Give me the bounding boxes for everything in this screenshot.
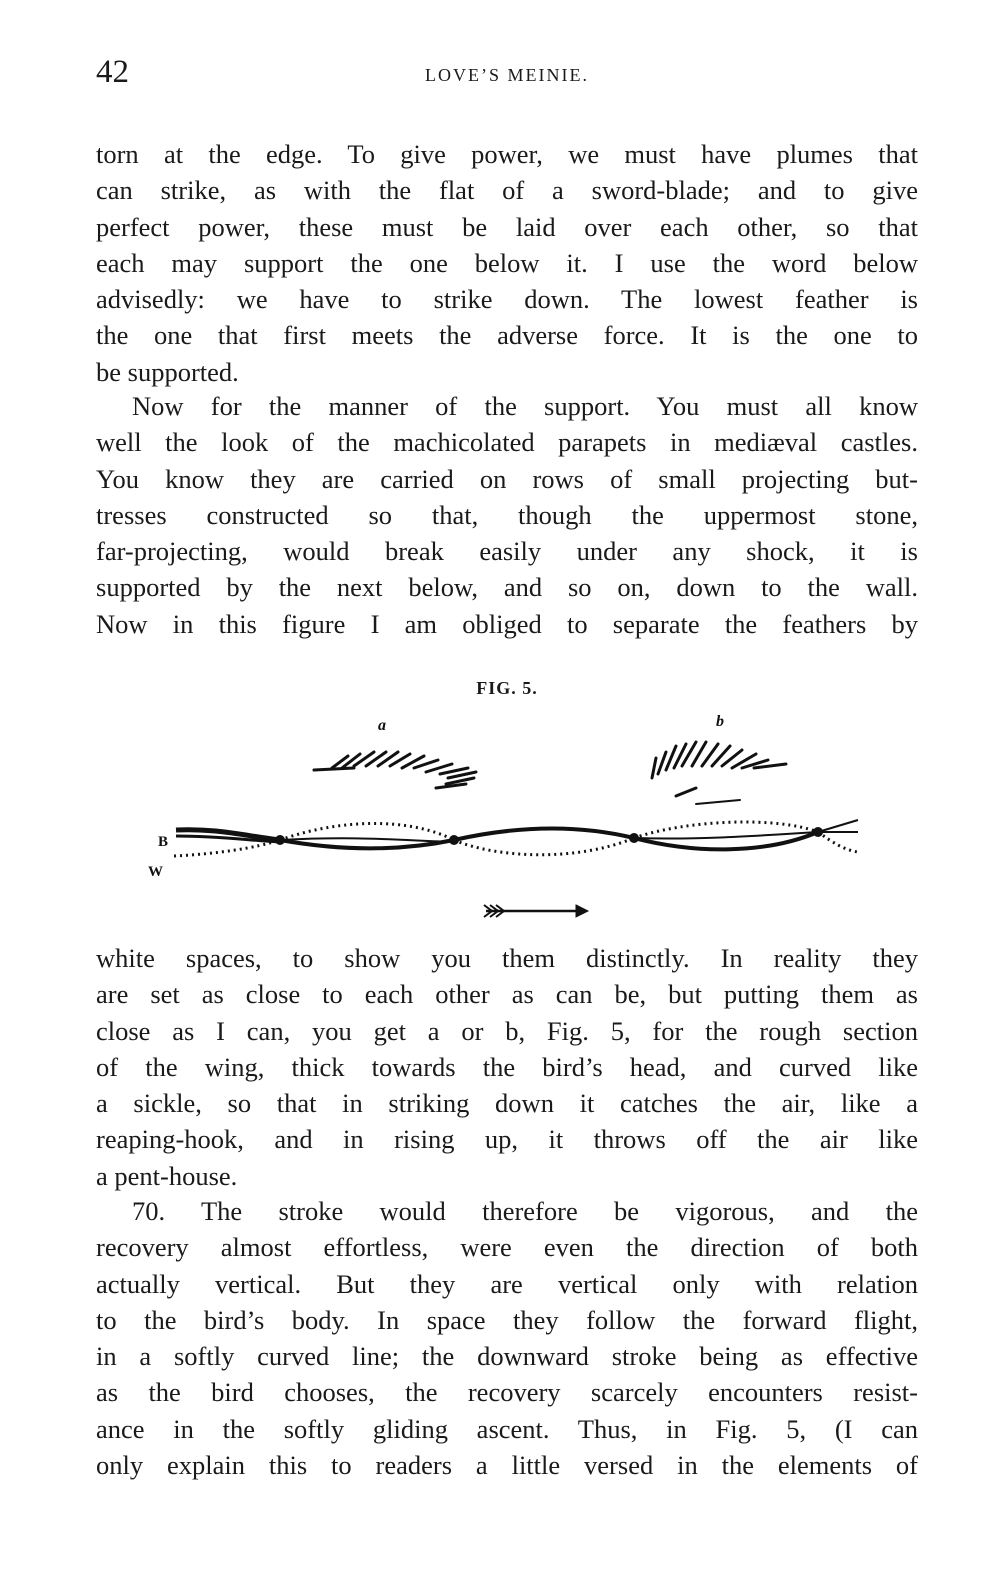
page-header bbox=[96, 52, 918, 96]
paragraph-1 bbox=[96, 136, 918, 390]
wing-stroke-diagram bbox=[96, 668, 918, 930]
text-line: advisedly: we have to strike down. The lowest feather is bbox=[96, 284, 918, 315]
figure-label: FIG. 5. bbox=[476, 678, 538, 698]
text-line: ance in the softly gliding ascent. Thus, in Fig. 5, (I can bbox=[96, 1413, 918, 1444]
text-line: far-projecting, would break easily under any shock, it is bbox=[96, 536, 918, 567]
text-line: each may support the one below it. I use the word below bbox=[96, 247, 918, 278]
paragraph-4 bbox=[96, 1193, 918, 1483]
text-line: in a softly curved line; the downward stroke being as effective bbox=[96, 1341, 918, 1372]
running-title: LOVE’S MEINIE. bbox=[425, 65, 589, 85]
page-number: 42 bbox=[96, 54, 129, 90]
text-line: white spaces, to show you them distinctly. In reality they bbox=[96, 943, 918, 973]
text-line: the one that first meets the adverse force. It is the one to bbox=[96, 320, 918, 351]
wing-section-a bbox=[314, 752, 476, 788]
text-line: You know they are carried on rows of small projecting but- bbox=[96, 463, 918, 494]
text-line: a sickle, so that in striking down it catches the air, like a bbox=[96, 1088, 918, 1119]
direction-arrow bbox=[484, 905, 588, 917]
text-line: close as I can, you get a or b, Fig. 5, for the rough section bbox=[96, 1015, 918, 1046]
text-line: well the look of the machicolated parapets in mediæval castles. bbox=[96, 427, 918, 458]
figure-label-b: b bbox=[716, 713, 724, 730]
text-line: reaping-hook, and in rising up, it throws off the air like bbox=[96, 1124, 918, 1155]
text-line: perfect power, these must be laid over each other, so that bbox=[96, 211, 918, 242]
text-line: Now in this figure I am obliged to separate the feathers by bbox=[96, 608, 918, 639]
text-line: only explain this to readers a little versed in the elements of bbox=[96, 1450, 918, 1481]
paragraph-2 bbox=[96, 388, 918, 642]
wing-section-b bbox=[652, 742, 786, 804]
text-line: of the wing, thick towards the bird’s head, and curved like bbox=[96, 1051, 918, 1082]
text-line: a pent-house. bbox=[96, 1160, 238, 1191]
text-line: Now for the manner of the support. You must all know bbox=[132, 391, 918, 421]
text-line: recovery almost effortless, were even the direction of both bbox=[96, 1232, 918, 1263]
text-line: supported by the next below, and so on, down to the wall. bbox=[96, 572, 918, 603]
text-line: actually vertical. But they are vertical only with relation bbox=[96, 1268, 918, 1299]
text-line: are set as close to each other as can be, but putting them as bbox=[96, 979, 918, 1010]
flight-path bbox=[174, 820, 858, 856]
text-line: tresses constructed so that, though the uppermost stone, bbox=[96, 499, 918, 530]
figure-label-B: B bbox=[158, 834, 169, 850]
figure-label-a: a bbox=[378, 717, 386, 734]
text-line: 70. The stroke would therefore be vigorous, and the bbox=[132, 1196, 918, 1226]
paragraph-3 bbox=[96, 940, 918, 1194]
figure-label-W: W bbox=[148, 864, 163, 880]
text-line: as the bird chooses, the recovery scarcely encounters resist- bbox=[96, 1377, 918, 1408]
text-line: to the bird’s body. In space they follow the forward flight, bbox=[96, 1304, 918, 1335]
text-line: can strike, as with the flat of a sword-blade; and to give bbox=[96, 175, 918, 206]
text-line: be supported. bbox=[96, 356, 239, 387]
figure-5 bbox=[96, 668, 918, 930]
text-line: torn at the edge. To give power, we must have plumes that bbox=[96, 139, 918, 169]
